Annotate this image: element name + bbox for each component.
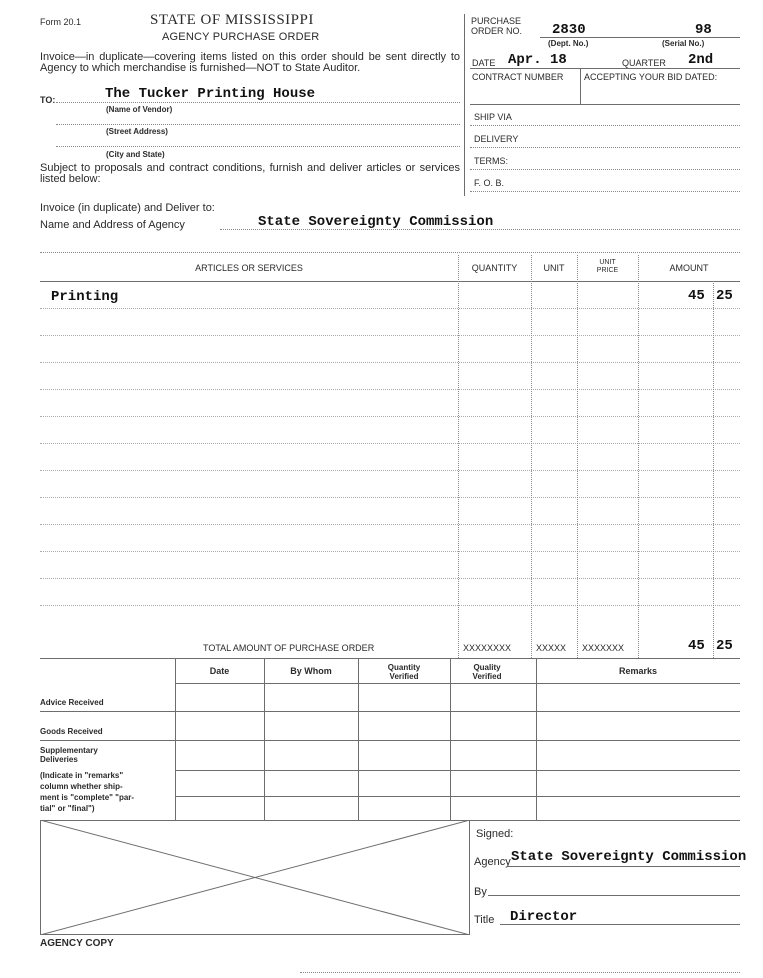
receipt-header-qty-verified	[358, 663, 450, 681]
items-col-divider-2	[531, 255, 532, 658]
contract-divider	[580, 68, 581, 104]
vendor-extra-line	[56, 124, 460, 125]
items-col-divider-3	[577, 255, 578, 658]
col-header-articles: ARTICLES OR SERVICES	[195, 263, 303, 273]
agency-address-line	[40, 252, 740, 253]
terms-line	[470, 169, 740, 170]
advice-line	[40, 711, 740, 712]
total-x-price: XXXXXXX	[582, 643, 625, 653]
note-line-3: ment is "complete" "par-	[40, 793, 135, 802]
bottom-edge-line	[300, 972, 740, 973]
total-amount-dollars: 45	[688, 638, 705, 654]
agency-line	[220, 229, 740, 230]
quality-verified-line-2: Verified	[472, 672, 502, 681]
po-label-1: PURCHASE	[471, 16, 522, 26]
serial-number: 98	[695, 22, 712, 38]
title-label: Title	[474, 914, 495, 926]
item-row-line	[40, 578, 740, 579]
total-amount-cents: 25	[716, 638, 733, 654]
form-title: AGENCY PURCHASE ORDER	[162, 31, 320, 43]
ship-via-label: SHIP VIA	[474, 112, 512, 122]
void-box	[40, 820, 470, 935]
supplementary-deliveries-label	[40, 746, 98, 764]
item-row-line	[40, 389, 740, 390]
receipt-header-line	[175, 683, 740, 684]
item-row-line	[40, 470, 740, 471]
form-number: Form 20.1	[40, 17, 82, 27]
receipt-header-date: Date	[209, 666, 230, 676]
item-amount-dollars: 45	[688, 288, 705, 304]
qty-verified-line-1: Quantity	[387, 663, 421, 672]
date-value: Apr. 18	[508, 52, 567, 68]
by-line	[488, 895, 740, 896]
item-amount-cents: 25	[716, 288, 733, 304]
title-value: Director	[510, 909, 578, 925]
receipt-header-quality-verified	[450, 663, 524, 681]
fob-label: F. O. B.	[474, 178, 505, 188]
state-title: STATE OF MISSISSIPPI	[150, 12, 314, 28]
street-line	[56, 146, 460, 147]
item-row-line	[40, 551, 740, 552]
contract-number-label: CONTRACT NUMBER	[472, 72, 564, 82]
total-label: TOTAL AMOUNT OF PURCHASE ORDER	[203, 643, 375, 653]
fob-line	[470, 191, 740, 192]
col-header-amount: AMOUNT	[669, 263, 709, 273]
agency-name: State Sovereignty Commission	[258, 214, 494, 230]
accepting-bid-label: ACCEPTING YOUR BID DATED:	[584, 72, 718, 82]
item-row-line	[40, 605, 740, 606]
note-line-2: column whether ship-	[40, 782, 123, 791]
item-row-line	[40, 524, 740, 525]
agency-sign-label: Agency	[474, 856, 511, 868]
col-header-unit: UNIT	[543, 263, 565, 273]
po-label-2: ORDER NO.	[471, 26, 523, 36]
subject-text: Subject to proposals and contract conditions, furnish and deliver articles or services listed below:	[40, 162, 460, 185]
total-x-quantity: XXXXXXXX	[463, 643, 512, 653]
ship-via-line	[470, 125, 740, 126]
delivery-label: DELIVERY	[474, 134, 519, 144]
delivery-line	[470, 147, 740, 148]
supp-line-1: Supplementary	[40, 746, 98, 755]
serial-caption: (Serial No.)	[662, 39, 705, 48]
signed-label: Signed:	[476, 828, 514, 840]
supp-row-line-2	[175, 796, 740, 797]
quarter-label: QUARTER	[622, 58, 666, 68]
item-row-line	[40, 308, 740, 309]
item-article: Printing	[51, 289, 119, 305]
terms-label: TERMS:	[474, 156, 509, 166]
item-row-line	[40, 416, 740, 417]
note-line-1: (Indicate in "remarks"	[40, 771, 124, 780]
by-label: By	[474, 886, 487, 898]
items-col-divider-1	[458, 255, 459, 658]
items-header-line	[40, 281, 740, 282]
item-row-line	[40, 335, 740, 336]
vendor-name: The Tucker Printing House	[105, 86, 316, 102]
goods-line	[40, 740, 740, 741]
invoice-deliver-label: Invoice (in duplicate) and Deliver to:	[40, 202, 215, 214]
city-caption: (City and State)	[106, 150, 165, 159]
invoice-instruction: Invoice—in duplicate—covering items listed on this order should be sent directly to Agency to which merchandise is furnished—NOT to State Auditor.	[40, 51, 460, 74]
item-row-line	[40, 497, 740, 498]
advice-received-label: Advice Received	[40, 698, 104, 707]
col-header-quantity: QUANTITY	[471, 263, 518, 273]
date-line	[470, 68, 740, 69]
item-row-line	[40, 362, 740, 363]
po-number-line	[540, 37, 740, 38]
item-row-line	[40, 443, 740, 444]
agency-sign-value: State Sovereignty Commission	[511, 849, 747, 865]
agency-label: Name and Address of Agency	[40, 219, 185, 231]
note-line-4: tial" or "final")	[40, 804, 95, 813]
unit-price-line-2: PRICE	[596, 267, 619, 274]
to-label: TO:	[40, 95, 56, 105]
goods-received-label: Goods Received	[40, 727, 103, 736]
qty-verified-line-2: Verified	[389, 672, 419, 681]
quality-verified-line-1: Quality	[473, 663, 501, 672]
contract-line	[470, 104, 740, 105]
dept-caption: (Dept. No.)	[548, 39, 589, 48]
agency-copy-label: AGENCY COPY	[40, 938, 114, 949]
supp-line-2: Deliveries	[40, 755, 78, 764]
date-label: DATE	[472, 58, 496, 68]
receipt-header-by-whom: By Whom	[290, 666, 332, 676]
vendor-name-line	[56, 102, 460, 103]
shipment-note	[40, 770, 134, 814]
supp-row-line-1	[175, 770, 740, 771]
total-line	[40, 658, 740, 659]
receipt-header-remarks: Remarks	[618, 666, 658, 676]
vendor-name-caption: (Name of Vendor)	[106, 105, 173, 114]
dept-number: 2830	[552, 22, 586, 38]
title-line	[500, 924, 740, 925]
order-box-border	[464, 14, 465, 196]
total-x-unit: XXXXX	[536, 643, 567, 653]
quarter-value: 2nd	[688, 52, 714, 68]
col-header-unit-price	[577, 259, 638, 275]
items-col-divider-4	[638, 255, 639, 658]
street-caption: (Street Address)	[106, 127, 168, 136]
unit-price-line-1: UNIT	[599, 259, 616, 266]
agency-sign-line	[508, 866, 740, 867]
